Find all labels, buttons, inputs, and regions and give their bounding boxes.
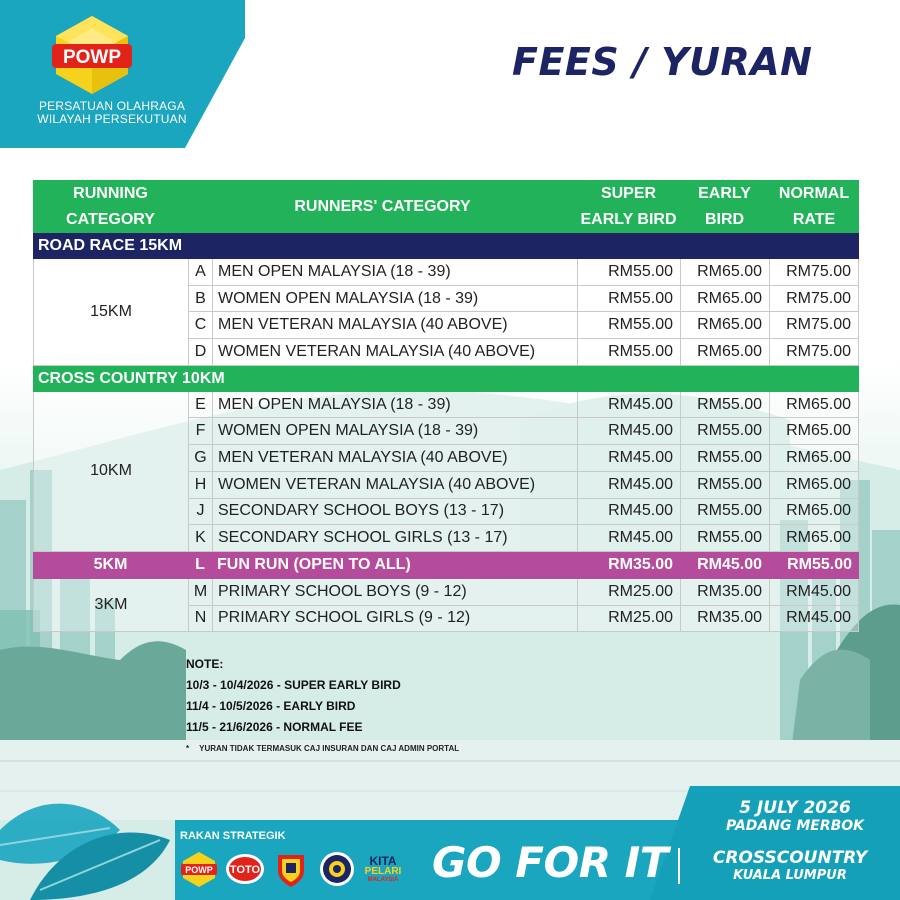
- note-line: 11/4 - 10/5/2026 - EARLY BIRD: [186, 699, 356, 713]
- row-normal-fee: RM65.00: [769, 418, 859, 445]
- org-name-line1: PERSATUAN OLAHRAGA: [38, 99, 186, 113]
- group-label-10km: 10KM: [33, 392, 188, 552]
- section-road-race: ROAD RACE 15KM: [33, 233, 859, 259]
- header-early-bird: EARLY BIRD: [698, 184, 751, 228]
- row-normal-fee: RM65.00: [769, 392, 859, 419]
- event-date-venue: [690, 798, 900, 834]
- partner-powp-logo-icon: [178, 848, 220, 890]
- row-early-fee: RM55.00: [680, 499, 769, 526]
- table-row: [188, 499, 859, 526]
- footer-divider: [678, 848, 680, 884]
- partner-toto-label: TOTO: [229, 864, 261, 876]
- partner-toto-logo-icon: [224, 848, 266, 890]
- row-early-fee: RM65.00: [680, 259, 769, 286]
- row-letter: A: [188, 259, 212, 286]
- table-row: [188, 392, 859, 419]
- table-row: [188, 418, 859, 445]
- row-super-early-fee: RM25.00: [577, 606, 680, 633]
- row-super-early-fee: RM35.00: [608, 556, 673, 574]
- partner-powp-label: POWP: [185, 865, 213, 875]
- partners-title: RAKAN STRATEGIK: [180, 830, 286, 842]
- fee-table: [33, 180, 859, 632]
- row-letter: G: [188, 445, 212, 472]
- organization-name: [22, 100, 202, 126]
- page-title: FEES / YURAN: [512, 40, 813, 84]
- group-10km: [33, 392, 859, 552]
- row-normal-fee: RM75.00: [769, 312, 859, 339]
- slogan: GO FOR IT: [432, 838, 668, 887]
- group-label-3km: 3KM: [33, 579, 188, 632]
- row-normal-fee: RM45.00: [769, 606, 859, 633]
- group-label-15km: 15KM: [33, 259, 188, 366]
- group-3km: [33, 579, 859, 632]
- row-early-fee: RM55.00: [680, 392, 769, 419]
- row-letter: M: [188, 579, 212, 606]
- event-name: [690, 848, 890, 884]
- row-super-early-fee: RM45.00: [577, 418, 680, 445]
- partner-dbkl-crest-icon: [270, 848, 312, 890]
- partner-kita-line1: KITA: [369, 853, 397, 868]
- partner-pdrm-badge-icon: [316, 848, 358, 890]
- row-normal-fee: RM75.00: [769, 339, 859, 366]
- row-super-early-fee: RM45.00: [577, 525, 680, 552]
- row-letter: N: [188, 606, 212, 633]
- group-15km: [33, 259, 859, 366]
- header-super-early-bird: SUPER EARLY BIRD: [580, 184, 677, 228]
- row-letter: E: [188, 392, 212, 419]
- partner-kita-line3: MALAYSIA: [367, 876, 399, 883]
- header-running-category: RUNNING CATEGORY: [66, 184, 155, 228]
- row-early-fee: RM35.00: [680, 606, 769, 633]
- section-cross-country: CROSS COUNTRY 10KM: [33, 366, 859, 392]
- row-letter: J: [188, 499, 212, 526]
- row-category: MEN OPEN MALAYSIA (18 - 39): [212, 392, 577, 419]
- row-letter: H: [188, 472, 212, 499]
- table-row: [188, 606, 859, 633]
- row-category: MEN VETERAN MALAYSIA (40 ABOVE): [212, 312, 577, 339]
- notes-block: [186, 654, 401, 738]
- row-super-early-fee: RM55.00: [577, 339, 680, 366]
- table-row: [188, 472, 859, 499]
- logo-text: POWP: [62, 47, 122, 68]
- row-super-early-fee: RM55.00: [577, 259, 680, 286]
- row-letter: K: [188, 525, 212, 552]
- row-early-fee: RM45.00: [697, 556, 762, 574]
- event-date: 5 JULY 2026: [739, 798, 851, 818]
- row-category: WOMEN OPEN MALAYSIA (18 - 39): [212, 418, 577, 445]
- row-early-fee: RM55.00: [680, 472, 769, 499]
- notes-title: NOTE:: [186, 657, 224, 671]
- row-normal-fee: RM65.00: [769, 499, 859, 526]
- row-letter: B: [188, 286, 212, 313]
- row-early-fee: RM55.00: [680, 445, 769, 472]
- group-label-5km: 5KM: [93, 556, 128, 574]
- row-normal-fee: RM65.00: [769, 445, 859, 472]
- row-letter: F: [188, 418, 212, 445]
- row-super-early-fee: RM45.00: [577, 445, 680, 472]
- row-normal-fee: RM55.00: [787, 556, 852, 574]
- row-normal-fee: RM75.00: [769, 286, 859, 313]
- fun-run-row: [33, 552, 859, 579]
- powp-logo-icon: [50, 12, 134, 96]
- event-name-line2: KUALA LUMPUR: [733, 868, 847, 883]
- row-category: FUN RUN (OPEN TO ALL): [217, 556, 411, 574]
- row-letter: L: [195, 556, 205, 574]
- row-category: PRIMARY SCHOOL GIRLS (9 - 12): [212, 606, 577, 633]
- row-super-early-fee: RM25.00: [577, 579, 680, 606]
- note-line: 10/3 - 10/4/2026 - SUPER EARLY BIRD: [186, 678, 401, 692]
- row-early-fee: RM65.00: [680, 286, 769, 313]
- table-row: [188, 445, 859, 472]
- table-header-row: [33, 180, 859, 233]
- event-name-line1: CROSSCOUNTRY: [712, 848, 868, 868]
- row-letter: C: [188, 312, 212, 339]
- row-super-early-fee: RM55.00: [577, 286, 680, 313]
- row-normal-fee: RM45.00: [769, 579, 859, 606]
- row-category: WOMEN VETERAN MALAYSIA (40 ABOVE): [212, 472, 577, 499]
- row-early-fee: RM55.00: [680, 418, 769, 445]
- row-category: SECONDARY SCHOOL BOYS (13 - 17): [212, 499, 577, 526]
- table-row: [188, 525, 859, 552]
- row-category: WOMEN VETERAN MALAYSIA (40 ABOVE): [212, 339, 577, 366]
- table-row: [188, 312, 859, 339]
- row-normal-fee: RM65.00: [769, 525, 859, 552]
- row-super-early-fee: RM45.00: [577, 392, 680, 419]
- partner-logos: [178, 848, 404, 890]
- row-normal-fee: RM75.00: [769, 259, 859, 286]
- event-venue: PADANG MERBOK: [725, 818, 865, 834]
- row-super-early-fee: RM55.00: [577, 312, 680, 339]
- row-super-early-fee: RM45.00: [577, 472, 680, 499]
- row-category: MEN VETERAN MALAYSIA (40 ABOVE): [212, 445, 577, 472]
- row-early-fee: RM35.00: [680, 579, 769, 606]
- row-category: WOMEN OPEN MALAYSIA (18 - 39): [212, 286, 577, 313]
- table-row: [188, 579, 859, 606]
- row-category: MEN OPEN MALAYSIA (18 - 39): [212, 259, 577, 286]
- table-row: [188, 259, 859, 286]
- partner-kita-line2: PELARI: [364, 865, 402, 877]
- row-category: PRIMARY SCHOOL BOYS (9 - 12): [212, 579, 577, 606]
- row-super-early-fee: RM45.00: [577, 499, 680, 526]
- table-row: [188, 286, 859, 313]
- header-logo-block: [0, 0, 245, 148]
- row-early-fee: RM65.00: [680, 312, 769, 339]
- partner-kita-pelari-logo-icon: [362, 848, 404, 890]
- header-runners-category: RUNNERS' CATEGORY: [294, 197, 471, 215]
- footnote-asterisk: *: [186, 744, 190, 753]
- row-category: SECONDARY SCHOOL GIRLS (13 - 17): [212, 525, 577, 552]
- note-line: 11/5 - 21/6/2026 - NORMAL FEE: [186, 720, 363, 734]
- row-normal-fee: RM65.00: [769, 472, 859, 499]
- row-early-fee: RM55.00: [680, 525, 769, 552]
- footnote: [186, 744, 459, 753]
- row-letter: D: [188, 339, 212, 366]
- row-early-fee: RM65.00: [680, 339, 769, 366]
- table-row: [188, 339, 859, 366]
- org-name-line2: WILAYAH PERSEKUTUAN: [37, 112, 187, 126]
- footnote-text: YURAN TIDAK TERMASUK CAJ INSURAN DAN CAJ ADMIN PORTAL: [199, 744, 460, 753]
- header-normal-rate: NORMAL RATE: [778, 184, 850, 228]
